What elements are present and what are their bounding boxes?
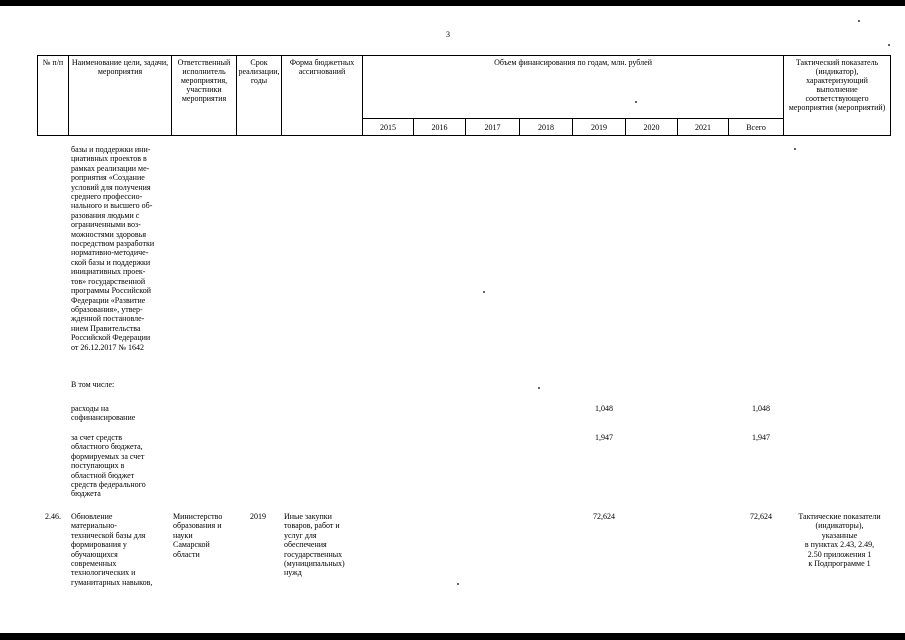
text-line: ской базы и поддержки: [71, 257, 151, 267]
text-line: в пунктах 2.43, 2.49,: [804, 540, 875, 550]
text-line: Обновление: [71, 512, 113, 521]
text-line: средств федерального: [71, 480, 146, 490]
text-line: бюджета: [71, 489, 101, 499]
text-line: услуг для: [284, 530, 317, 540]
regional-2019-value: 1,947: [595, 433, 613, 442]
header-year-2016: 2016: [414, 119, 466, 136]
text-line: товаров, работ и: [284, 521, 340, 531]
text-line: образования и: [173, 521, 222, 531]
text-line: нужд: [284, 568, 302, 578]
text-line: гуманитарных навыков,: [71, 577, 153, 587]
header-year-2020: 2020: [626, 119, 678, 136]
header-term: Срок реализации, годы: [237, 56, 282, 136]
text-line: софинансирование: [71, 413, 136, 423]
text-line: образования», утвер-: [71, 304, 143, 314]
text-line: за счет средств: [71, 433, 123, 442]
header-number: № п/п: [38, 56, 69, 136]
text-line: науки: [173, 530, 193, 540]
continuation-text: [71, 145, 154, 352]
scan-border-top: [0, 0, 905, 6]
row-2-46-executor: [173, 512, 222, 559]
scan-speck: [457, 583, 459, 585]
cofinancing-label: [71, 404, 135, 423]
text-line: рамках реализации ме-: [71, 163, 150, 173]
header-year-2021: 2021: [678, 119, 729, 136]
text-line: тов» государственной: [71, 276, 146, 286]
header-year-2019: 2019: [573, 119, 626, 136]
header-finance: Объем финансирования по годам, млн. рублей: [363, 56, 784, 119]
text-line: Федерации «Развитие: [71, 295, 146, 305]
text-line: базы и поддержки ини-: [71, 145, 151, 154]
row-2-46-indicator: [786, 512, 893, 568]
text-line: (муниципальных): [284, 559, 345, 569]
text-line: области: [173, 549, 200, 559]
header-year-2017: 2017: [466, 119, 520, 136]
text-line: обучающихся: [71, 549, 118, 559]
header-executor: Ответственный исполнитель мероприятия, участники мероприятия: [172, 56, 237, 136]
text-line: среднего профессио-: [71, 192, 143, 202]
page-number: 3: [446, 30, 450, 39]
header-name: Наименование цели, задачи, мероприятия: [69, 56, 172, 136]
text-line: циативных проектов в: [71, 154, 147, 164]
header-total: Всего: [729, 119, 784, 136]
text-line: технологических и: [71, 568, 136, 578]
text-line: посредством разработки: [71, 239, 155, 249]
text-line: поступающих в: [71, 461, 125, 471]
text-line: Министерство: [173, 512, 223, 521]
text-line: разования людьми с: [71, 210, 140, 220]
row-2-46-term: 2019: [250, 512, 266, 521]
text-line: расходы на: [71, 404, 109, 413]
row-2-46-name: [71, 512, 152, 587]
scan-speck: [858, 20, 860, 22]
text-line: нормативно-методиче-: [71, 248, 149, 258]
row-2-46-2019-value: 72,624: [593, 512, 615, 521]
regional-total-value: 1,947: [752, 433, 770, 442]
text-line: Самарской: [173, 540, 210, 550]
text-line: областной бюджет: [71, 470, 135, 480]
text-line: нального и высшего об-: [71, 201, 153, 211]
text-line: Российской Федерации: [71, 333, 151, 343]
text-line: жденной постановле-: [71, 314, 145, 324]
text-line: можностями здоровья: [71, 229, 147, 239]
text-line: роприятия «Создание: [71, 173, 145, 183]
text-line: Иные закупки: [284, 512, 332, 521]
text-line: современных: [71, 559, 117, 569]
text-line: от 26.12.2017 № 1642: [71, 342, 145, 352]
text-line: формируемых за счет: [71, 451, 145, 461]
row-2-46-total-value: 72,624: [750, 512, 772, 521]
text-line: условий для получения: [71, 182, 151, 192]
text-line: областного бюджета,: [71, 442, 143, 452]
text-line: инициативных проек-: [71, 267, 146, 277]
text-line: к Подпрограмме 1: [808, 559, 871, 569]
text-line: нием Правительства: [71, 323, 141, 333]
text-line: Тактические показатели: [798, 512, 881, 521]
header-year-2015: 2015: [363, 119, 414, 136]
row-2-46-budget-form: [284, 512, 345, 578]
text-line: ограниченными воз-: [71, 220, 141, 230]
row-2-46-number: 2.46.: [45, 512, 61, 521]
cofinancing-2019-value: 1,048: [595, 404, 613, 413]
header-year-2018: 2018: [520, 119, 573, 136]
regional-budget-label: [71, 433, 146, 499]
scan-speck: [538, 387, 540, 389]
text-line: материально-: [71, 521, 117, 531]
text-line: программы Российской: [71, 286, 152, 296]
in-that-number-label: В том числе:: [71, 380, 115, 389]
scan-border-bottom: [0, 633, 905, 640]
cofinancing-total-value: 1,048: [752, 404, 770, 413]
text-line: 2.50 приложения 1: [807, 549, 872, 559]
text-line: (индикаторы),: [815, 521, 864, 531]
header-indicator: Тактический показатель (индикатор), характеризующий выполнение соответствующего мероприятия (мероприятий): [784, 56, 891, 136]
scan-speck: [483, 291, 485, 293]
text-line: обеспечения: [284, 540, 327, 550]
scan-speck: [794, 148, 796, 150]
text-line: указанные: [821, 530, 858, 540]
text-line: государственных: [284, 549, 343, 559]
header-budget-form: Форма бюджетных ассигнований: [282, 56, 363, 136]
table-header: [37, 55, 891, 136]
text-line: формирования у: [71, 540, 127, 550]
text-line: технической базы для: [71, 530, 146, 540]
scan-speck: [888, 44, 890, 46]
